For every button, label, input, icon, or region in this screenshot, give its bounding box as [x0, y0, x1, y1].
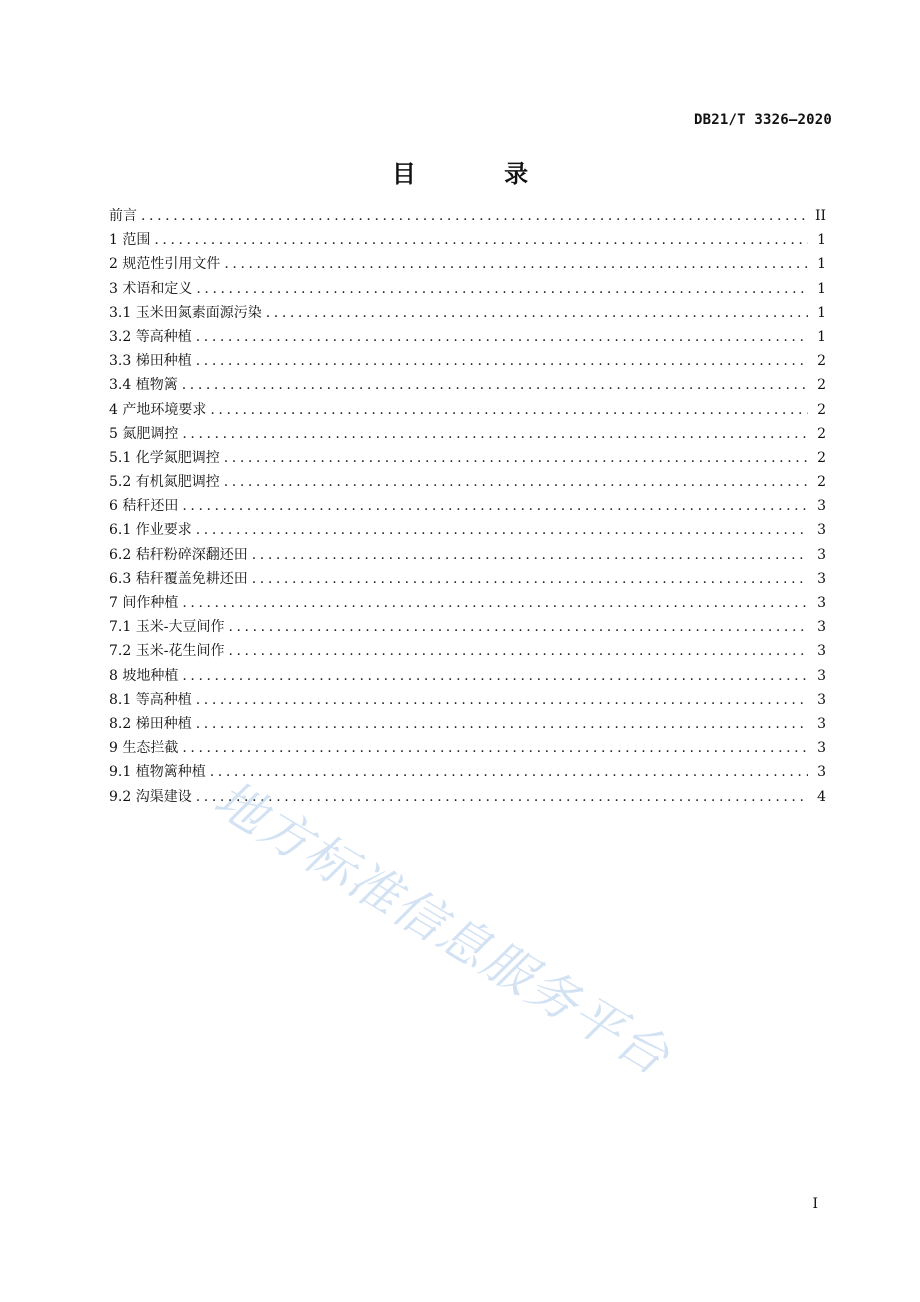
toc-entry-label: 3.4 植物篱: [109, 377, 178, 394]
toc-entry-label: 9 生态拦截: [109, 740, 179, 757]
toc-leader-dots: [196, 277, 808, 301]
toc-entry-page: 3: [817, 740, 826, 757]
toc-entry-page: 3: [817, 570, 826, 587]
toc-entry-page: II: [814, 208, 826, 224]
toc-leader-dots: [182, 422, 808, 446]
toc-leader-dots: [196, 688, 808, 712]
toc-entry-label: 9.1 植物篱种植: [109, 764, 206, 781]
toc-leader-dots: [196, 349, 808, 373]
toc-entry-page: 3: [817, 691, 826, 708]
toc-entry-page: 1: [817, 232, 826, 249]
toc-entry[interactable]: [109, 349, 826, 373]
toc-entry-label: 6.3 秸秆覆盖免耕还田: [109, 570, 248, 587]
toc-entry-page: 1: [817, 304, 826, 321]
toc-entry[interactable]: [109, 301, 826, 325]
toc-entry-label: 5.1 化学氮肥调控: [109, 449, 220, 466]
toc-entry-page: 3: [817, 595, 826, 611]
toc-entry[interactable]: [109, 639, 826, 663]
toc-entry[interactable]: [109, 398, 826, 422]
toc-entry-page: 3: [817, 546, 826, 563]
toc-leader-dots: [182, 736, 808, 760]
toc-entry[interactable]: [109, 373, 826, 397]
toc-entry[interactable]: [109, 688, 826, 712]
toc-entry-label: 7 间作种植: [109, 595, 179, 611]
toc-entry-page: 2: [817, 353, 826, 370]
toc-entry[interactable]: [109, 518, 826, 542]
toc-entry-label: 9.2 沟渠建设: [109, 788, 192, 805]
toc-entry-label: 8.1 等高种植: [109, 691, 192, 708]
toc-entry-page: 3: [817, 643, 826, 660]
toc-leader-dots: [141, 204, 807, 228]
toc-leader-dots: [210, 398, 808, 422]
toc-entry[interactable]: [109, 615, 826, 639]
toc-entry[interactable]: [109, 325, 826, 349]
toc-entry-label: 3 术语和定义: [109, 280, 193, 297]
toc-entry[interactable]: [109, 446, 826, 470]
toc-entry-label: 3.3 梯田种植: [109, 353, 192, 370]
toc-leader-dots: [252, 543, 808, 567]
toc-entry-label: 3.1 玉米田氮素面源污染: [109, 304, 262, 321]
toc-entry-label: 4 产地环境要求: [109, 401, 207, 418]
toc-entry-page: 1: [817, 256, 826, 273]
toc-entry-page: 3: [817, 715, 826, 732]
toc-entry-label: 5.2 有机氮肥调控: [109, 474, 220, 491]
toc-entry-label: 7.2 玉米-花生间作: [109, 643, 225, 660]
toc-entry[interactable]: [109, 277, 826, 301]
toc-leader-dots: [210, 760, 808, 784]
table-of-contents: [109, 204, 826, 809]
toc-leader-dots: [224, 470, 808, 494]
toc-entry[interactable]: [109, 736, 826, 760]
toc-leader-dots: [182, 591, 808, 615]
toc-entry-label: 8 坡地种植: [109, 667, 179, 684]
toc-leader-dots: [266, 301, 808, 325]
toc-entry[interactable]: [109, 664, 826, 688]
toc-leader-dots: [196, 518, 808, 542]
document-code: DB21/T 3326—2020: [693, 112, 832, 128]
toc-entry-label: 6.1 作业要求: [109, 522, 192, 539]
toc-entry[interactable]: [109, 252, 826, 276]
toc-entry-label: 7.1 玉米-大豆间作: [109, 619, 225, 636]
toc-entry-label: 6.2 秸秆粉碎深翻还田: [109, 546, 248, 563]
toc-entry[interactable]: [109, 228, 826, 252]
toc-entry[interactable]: [109, 494, 826, 518]
toc-entry-label: 1 范围: [109, 232, 151, 249]
toc-entry-page: 2: [817, 425, 826, 442]
toc-entry-page: 3: [817, 619, 826, 636]
toc-entry-page: 2: [817, 377, 826, 394]
toc-entry[interactable]: [109, 712, 826, 736]
toc-leader-dots: [182, 494, 808, 518]
toc-entry-page: 2: [817, 474, 826, 491]
toc-leader-dots: [196, 325, 808, 349]
toc-entry-page: 3: [817, 764, 826, 781]
toc-leader-dots: [224, 252, 808, 276]
toc-entry-page: 3: [817, 498, 826, 515]
toc-entry-page: 3: [817, 522, 826, 539]
page-title: 目 录: [391, 160, 569, 188]
toc-leader-dots: [196, 712, 808, 736]
toc-entry-page: 1: [817, 328, 826, 345]
toc-entry-label: 5 氮肥调控: [109, 425, 179, 442]
toc-entry-label: 8.2 梯田种植: [109, 715, 192, 732]
toc-entry[interactable]: [109, 204, 826, 228]
toc-entry[interactable]: [109, 470, 826, 494]
toc-leader-dots: [182, 373, 808, 397]
toc-entry[interactable]: [109, 422, 826, 446]
toc-entry[interactable]: [109, 760, 826, 784]
toc-leader-dots: [252, 567, 808, 591]
toc-entry-label: 6 秸秆还田: [109, 498, 179, 515]
toc-leader-dots: [228, 639, 808, 663]
toc-leader-dots: [154, 228, 808, 252]
toc-entry-page: 2: [817, 401, 826, 418]
toc-entry-page: 2: [817, 449, 826, 466]
toc-entry[interactable]: [109, 567, 826, 591]
toc-entry-page: 4: [817, 788, 826, 805]
toc-entry-page: 1: [817, 280, 826, 297]
toc-entry[interactable]: [109, 543, 826, 567]
watermark: 地方标准信息服务平台: [204, 769, 681, 1087]
toc-leader-dots: [228, 615, 808, 639]
toc-entry-page: 3: [817, 667, 826, 684]
toc-entry-label: 前言: [109, 208, 137, 224]
toc-leader-dots: [224, 446, 808, 470]
toc-entry-label: 3.2 等高种植: [109, 328, 192, 345]
toc-entry[interactable]: [109, 591, 826, 615]
toc-entry-label: 2 规范性引用文件: [109, 256, 221, 273]
toc-leader-dots: [182, 664, 808, 688]
page-number: I: [812, 1196, 818, 1212]
